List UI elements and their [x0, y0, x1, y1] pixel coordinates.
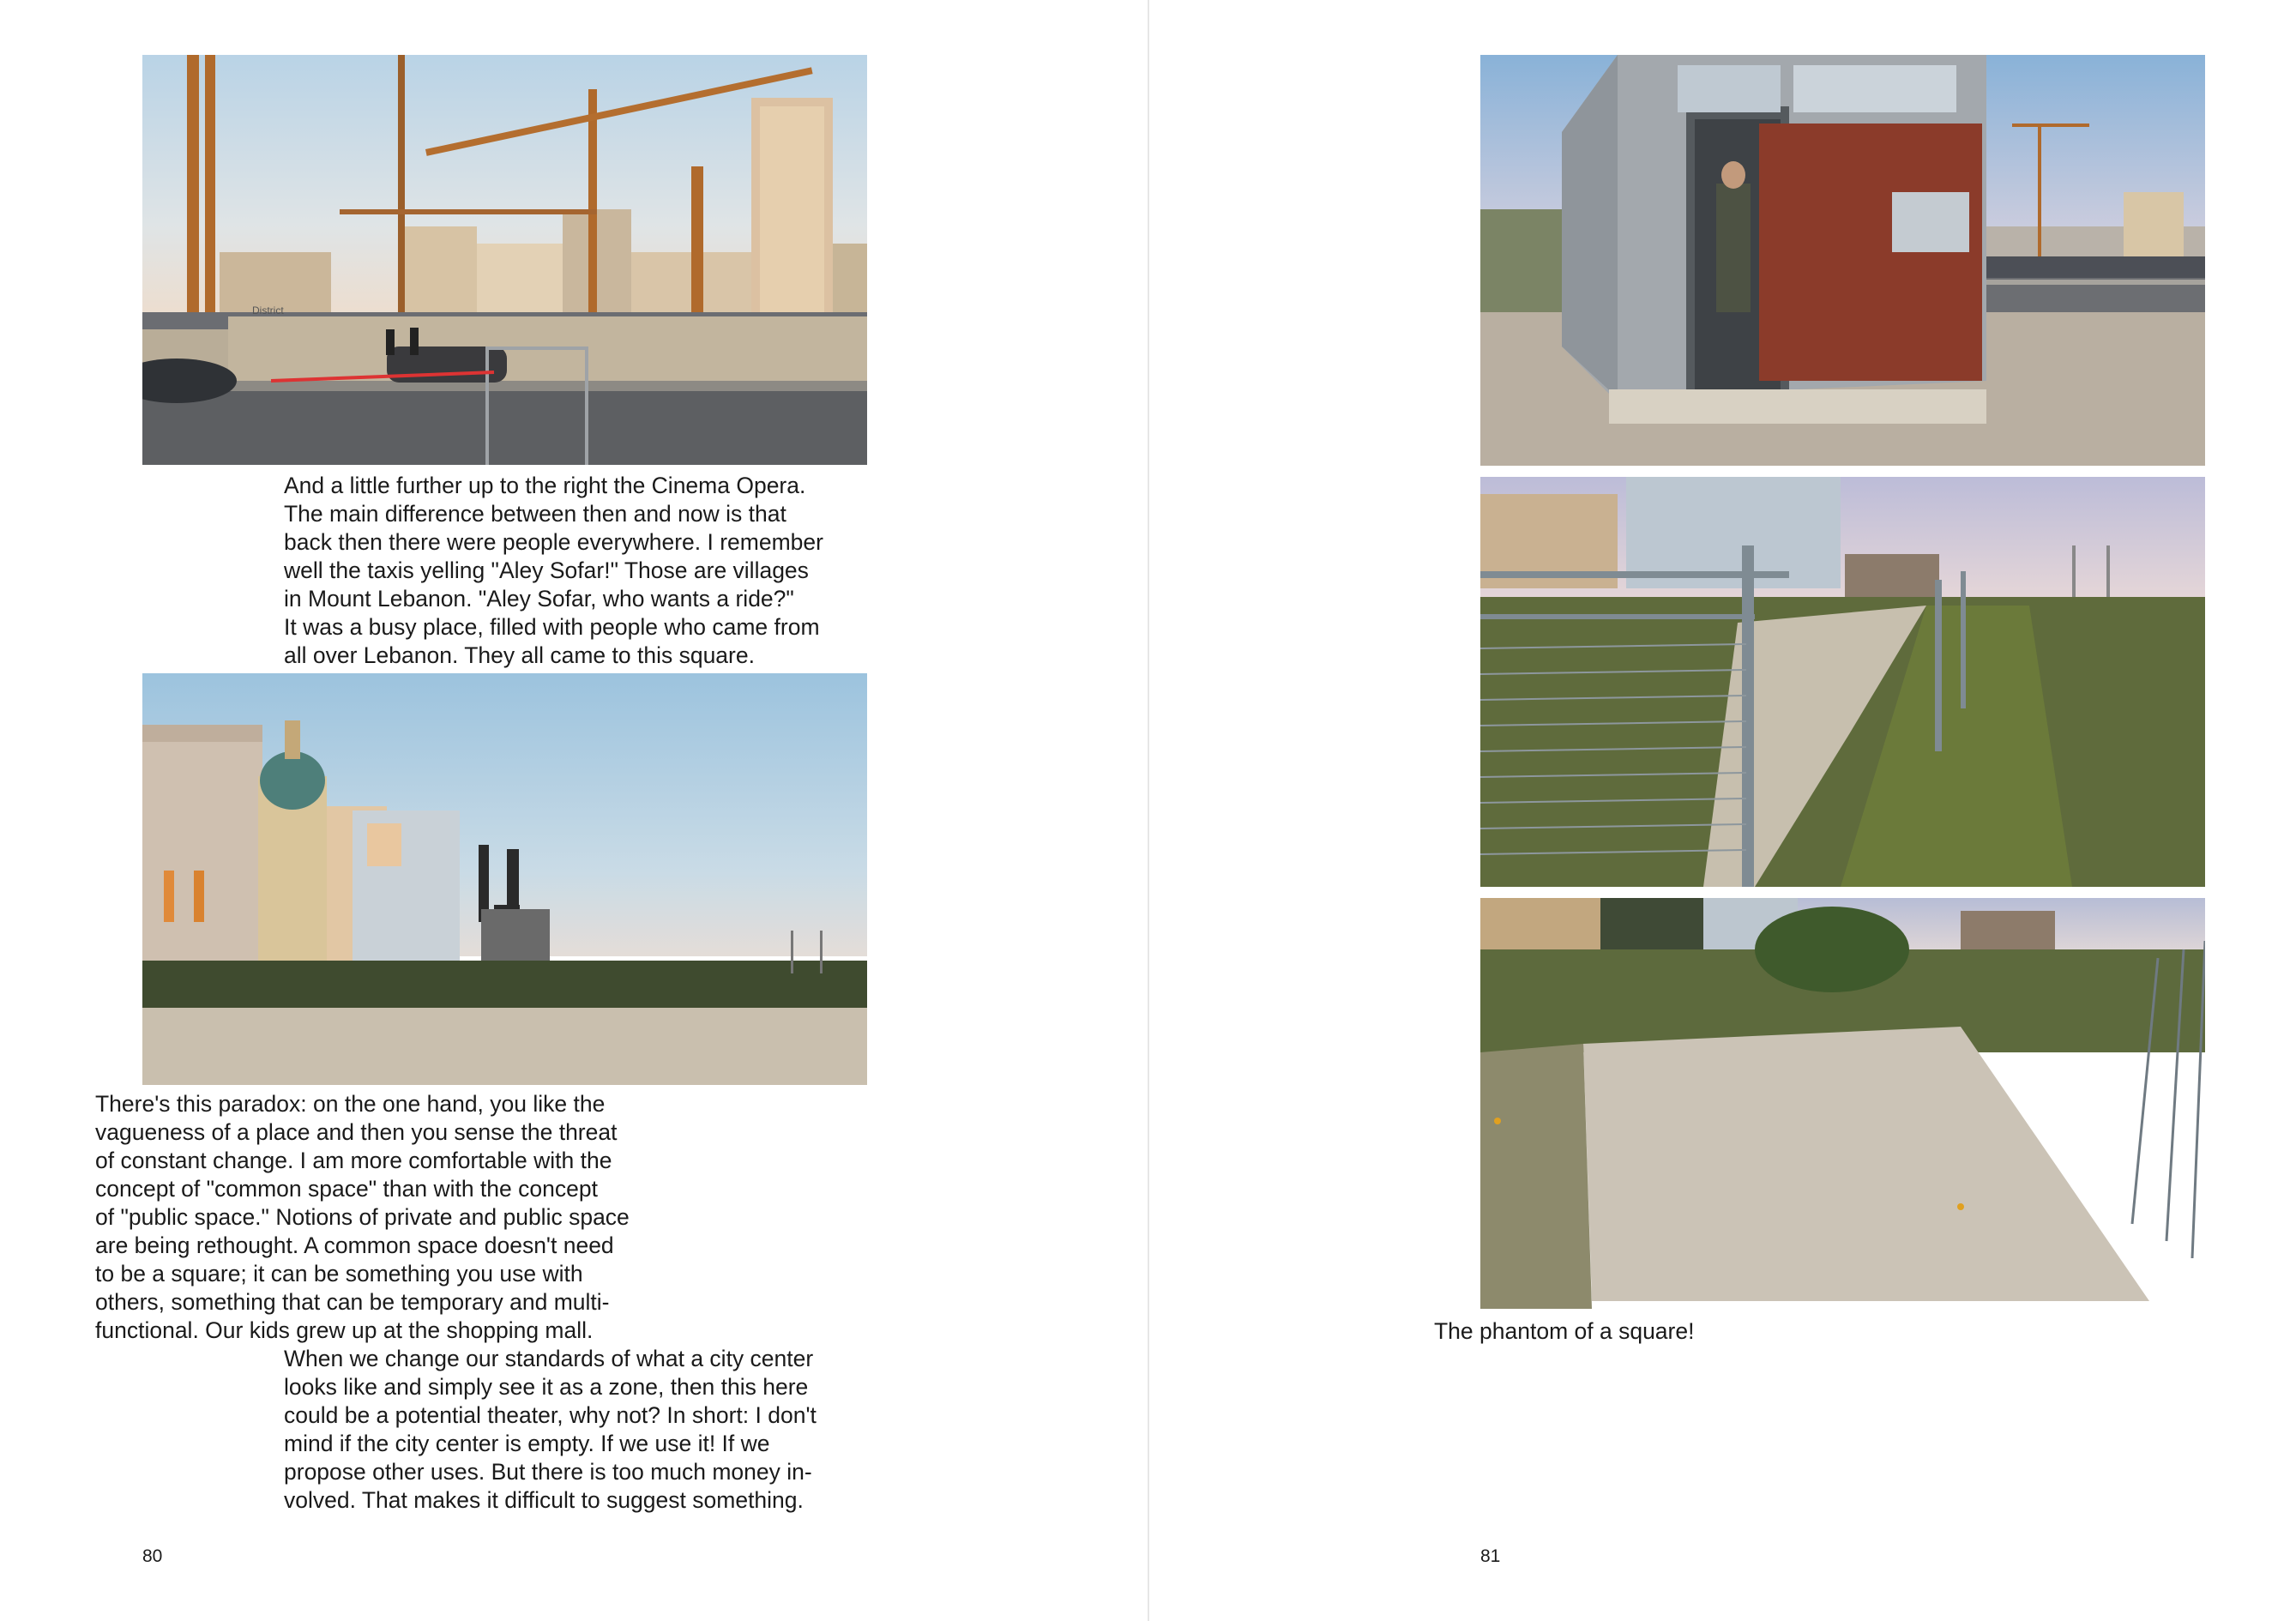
- photo-abandoned-square: [1480, 898, 2205, 1309]
- photo-martyrs-square: [142, 673, 867, 1085]
- photo-fenced-lot: [1480, 477, 2205, 887]
- paragraph-paradox: There's this paradox: on the one hand, you like the vagueness of a place and then you sense the threat of constant change. I am more comfortable with the concept of "common space" than with the concept of "public space." Notions of private and public space are being rethought. A common space doesn't need to be a square; it can be something you use with others, something that can be temporary and multi- functional. Our kids grew up at the shopping mall.: [95, 1091, 630, 1343]
- district-wall-text: District: [252, 304, 284, 316]
- paragraph-cinema-opera: And a little further up to the right the Cinema Opera. The main difference between then and now is that back then there were people everywhere. I remember well the taxis yelling "Aley Sofar!" Those are villages in Mount Lebanon. "Aley Sofar, who wants a ride?" It was a busy place, filled with people who came from all over Lebanon. They all came to this square.: [284, 473, 823, 668]
- page-number-left: 80: [142, 1546, 163, 1566]
- photo-construction-cranes: [142, 55, 867, 465]
- book-gutter: [1148, 0, 1149, 1621]
- caption-phantom-square: The phantom of a square!: [1434, 1318, 1695, 1344]
- paragraph-city-center: When we change our standards of what a city center looks like and simply see it as a zone, then this here could be a potential theater, why not? In short: I don't mind if the city center is empty. If we use it! If we propose other uses. But there is too much money in- volved. That makes it difficult to suggest something.: [284, 1346, 817, 1513]
- photo-guard-booth: [1480, 55, 2205, 466]
- page-number-right: 81: [1480, 1546, 1501, 1566]
